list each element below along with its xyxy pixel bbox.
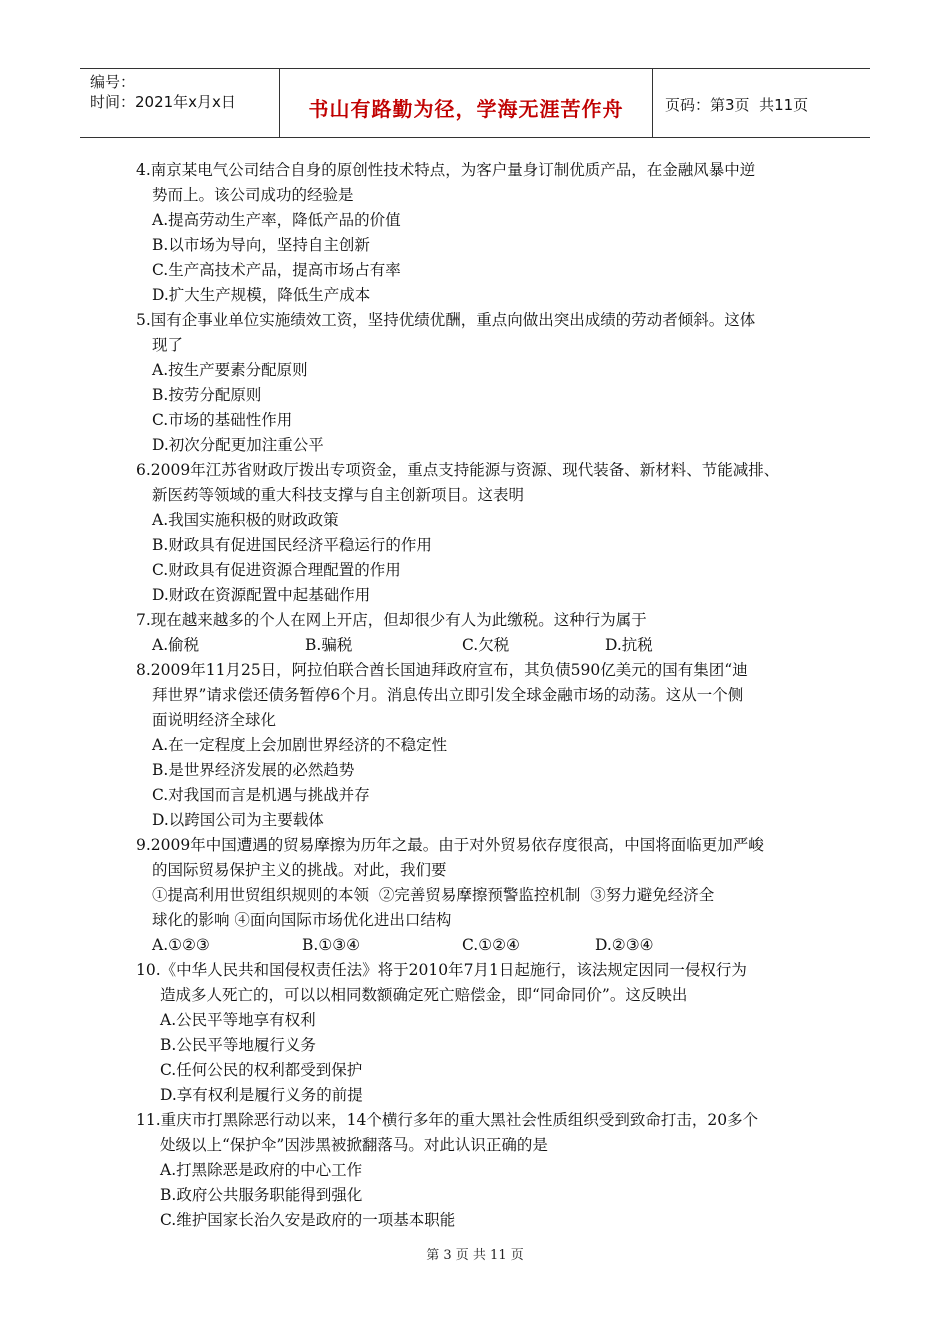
option-a: A.打黑除恶是政府的中心工作 [160, 1161, 363, 1179]
question-stem: 面说明经济全球化 [152, 711, 277, 729]
option-c: C.市场的基础性作用 [152, 411, 293, 429]
question-6 [136, 458, 836, 608]
option-c: C.维护国家长治久安是政府的一项基本职能 [160, 1211, 456, 1229]
option-b: B.按劳分配原则 [152, 386, 262, 404]
question-stem: 7.现在越来越多的个人在网上开店，但却很少有人为此缴税。这种行为属于 [136, 611, 647, 629]
question-stem: 9.2009年中国遭遇的贸易摩擦为历年之最。由于对外贸易依存度很高，中国将面临更加严峻 [136, 836, 764, 854]
option-a: A.偷税 [152, 636, 200, 654]
option-b: B.财政具有促进国民经济平稳运行的作用 [152, 536, 432, 554]
header-left-cell [80, 69, 280, 137]
question-statements: 球化的影响 ④面向国际市场优化进出口结构 [152, 911, 452, 929]
option-a: A.①②③ [152, 936, 210, 954]
question-statements: ①提高利用世贸组织规则的本领 ②完善贸易摩擦预警监控机制 ③努力避免经济全 [152, 886, 715, 904]
question-stem: 8.2009年11月25日，阿拉伯联合酋长国迪拜政府宣布，其负债590亿美元的国有集团“迪 [136, 661, 748, 679]
option-c: C.①②④ [462, 936, 520, 954]
question-stem: 处级以上“保护伞”因涉黑被掀翻落马。对此认识正确的是 [160, 1136, 548, 1154]
option-a: A.提高劳动生产率，降低产品的价值 [152, 211, 401, 229]
question-5 [136, 308, 836, 458]
option-d: D.抗税 [605, 636, 653, 654]
option-b: B.政府公共服务职能得到强化 [160, 1186, 363, 1204]
question-stem: 势而上。该公司成功的经验是 [152, 186, 354, 204]
question-4 [136, 158, 836, 308]
question-stem: 新医药等领域的重大科技支撑与自主创新项目。这表明 [152, 486, 525, 504]
question-stem: 造成多人死亡的，可以以相同数额确定死亡赔偿金，即“同命同价”。这反映出 [160, 986, 688, 1004]
question-stem: 4.南京某电气公司结合自身的原创性技术特点，为客户量身订制优质产品，在金融风暴中逆 [136, 161, 756, 179]
option-b: B.以市场为导向，坚持自主创新 [152, 236, 370, 254]
option-b: B.①③④ [302, 936, 361, 954]
question-10 [136, 958, 836, 1108]
question-stem: 5.国有企事业单位实施绩效工资，坚持优绩优酬，重点向做出突出成绩的劳动者倾斜。这体 [136, 311, 756, 329]
question-7 [136, 608, 836, 658]
option-b: B.是世界经济发展的必然趋势 [152, 761, 355, 779]
option-b: B.公民平等地履行义务 [160, 1036, 316, 1054]
document-date-label: 时间：2021年x月x日 [90, 93, 236, 111]
option-a: A.公民平等地享有权利 [160, 1011, 316, 1029]
header-page-label: 页码：第3页 共11页 [665, 95, 809, 114]
option-d: D.享有权利是履行义务的前提 [160, 1086, 363, 1104]
option-d: D.财政在资源配置中起基础作用 [152, 586, 371, 604]
option-c: C.欠税 [462, 636, 510, 654]
page-footer: 第 3 页 共 11 页 [426, 1248, 524, 1263]
document-number-label: 编号： [90, 73, 136, 91]
header-page-info [653, 69, 870, 137]
option-b: B.骗税 [305, 636, 353, 654]
question-stem: 10.《中华人民共和国侵权责任法》将于2010年7月1日起施行，该法规定因同一侵权行为 [136, 961, 747, 979]
option-row [136, 633, 836, 658]
option-a: A.我国实施积极的财政政策 [152, 511, 339, 529]
option-c: C.财政具有促进资源合理配置的作用 [152, 561, 401, 579]
question-stem: 拜世界”请求偿还债务暂停6个月。消息传出立即引发全球金融市场的动荡。这从一个侧 [152, 686, 744, 704]
question-stem: 6.2009年江苏省财政厅拨出专项资金，重点支持能源与资源、现代装备、新材料、节能减排、 [136, 461, 780, 479]
option-c: C.任何公民的权利都受到保护 [160, 1061, 363, 1079]
option-d: D.以跨国公司为主要载体 [152, 811, 324, 829]
option-d: D.②③④ [595, 936, 654, 954]
option-c: C.生产高技术产品，提高市场占有率 [152, 261, 401, 279]
option-c: C.对我国而言是机遇与挑战并存 [152, 786, 370, 804]
question-11 [136, 1108, 836, 1233]
question-stem: 的国际贸易保护主义的挑战。对此，我们要 [152, 861, 447, 879]
page-header [80, 68, 870, 138]
header-motto: 书山有路勤为径，学海无涯苦作舟 [280, 69, 653, 137]
question-9 [136, 833, 836, 958]
option-d: D.初次分配更加注重公平 [152, 436, 324, 454]
question-list [136, 158, 836, 1233]
option-row [136, 933, 836, 958]
option-d: D.扩大生产规模，降低生产成本 [152, 286, 371, 304]
question-8 [136, 658, 836, 833]
question-stem: 现了 [152, 336, 184, 354]
option-a: A.按生产要素分配原则 [152, 361, 308, 379]
question-stem: 11.重庆市打黑除恶行动以来，14个横行多年的重大黑社会性质组织受到致命打击，20多个 [136, 1111, 759, 1129]
option-a: A.在一定程度上会加剧世界经济的不稳定性 [152, 736, 448, 754]
